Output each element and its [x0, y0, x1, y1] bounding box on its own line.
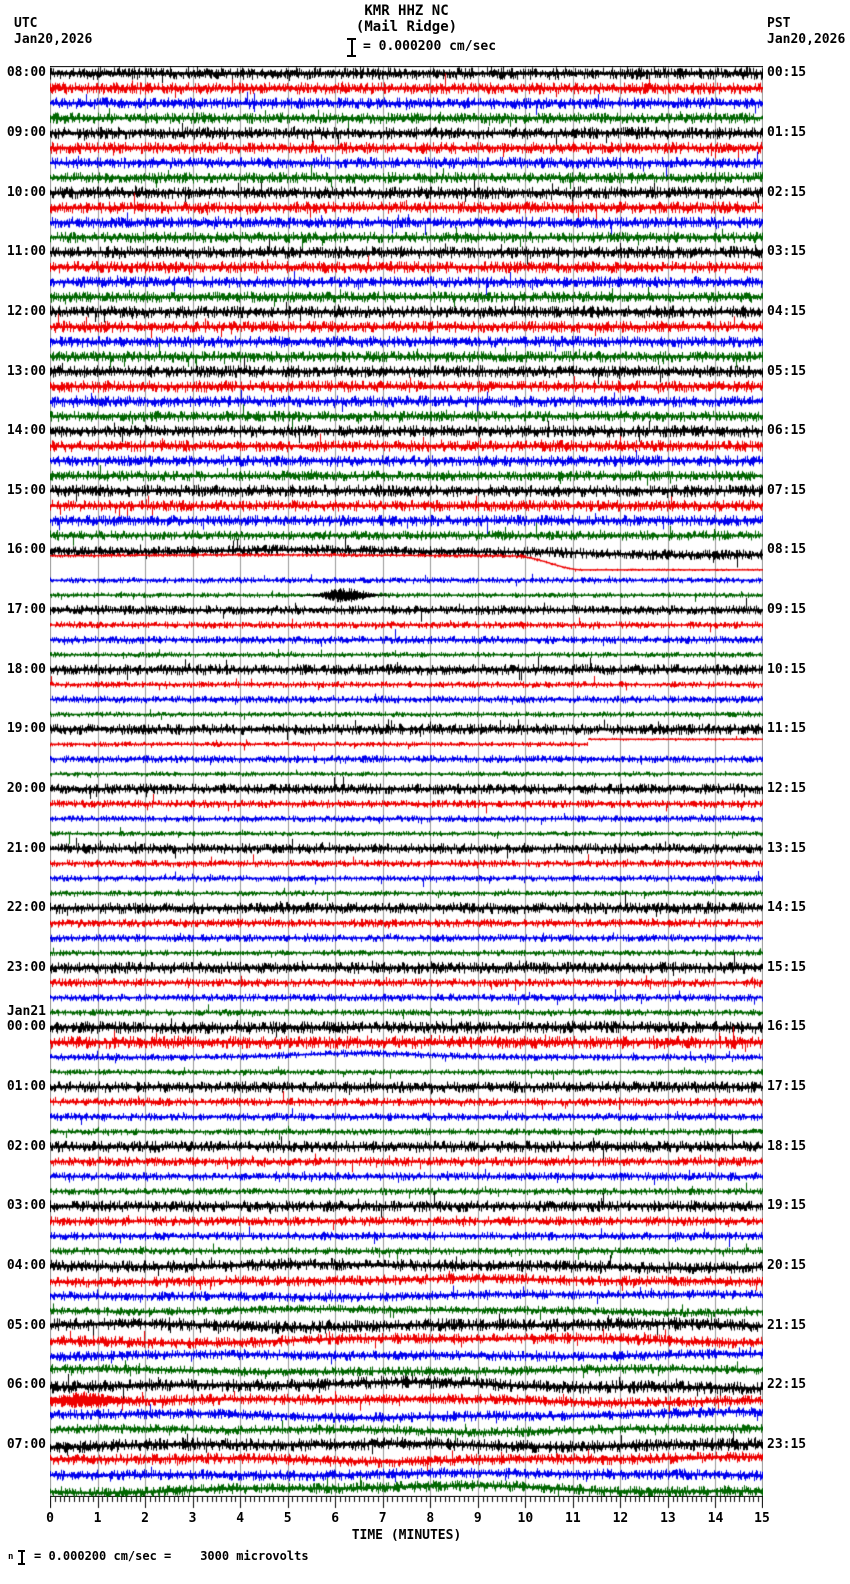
pst-hour-label: 09:15 — [767, 602, 807, 618]
footer-prefix: n — [8, 1552, 14, 1562]
pst-hour-label: 18:15 — [767, 1138, 807, 1154]
pst-hour-label: 06:15 — [767, 423, 807, 439]
pst-hour-label: 12:15 — [767, 780, 807, 796]
utc-hour-label: 03:00 — [6, 1198, 46, 1214]
date-break-label: Jan21 — [6, 1004, 46, 1020]
left-timezone: UTC — [14, 16, 38, 31]
scale-label: = 0.000200 cm/sec — [363, 39, 497, 54]
footer-scale-value: = 0.000200 cm/sec = — [34, 1549, 172, 1563]
x-axis-tick-label: 10 — [517, 1511, 534, 1526]
utc-hour-label: 10:00 — [6, 184, 46, 200]
utc-hour-label: 14:00 — [6, 423, 46, 439]
x-axis-ticks — [50, 1497, 763, 1511]
x-axis-tick-label: 11 — [565, 1511, 581, 1526]
pst-hour-label: 10:15 — [767, 661, 807, 677]
utc-hour-label: 01:00 — [6, 1079, 46, 1095]
utc-hour-label: 17:00 — [6, 602, 46, 618]
x-axis-title: TIME (MINUTES) — [351, 1528, 462, 1543]
utc-hour-label: 06:00 — [6, 1377, 46, 1393]
pst-hour-label: 11:15 — [767, 721, 807, 737]
footer-gap — [171, 1549, 200, 1563]
pst-hour-label: 19:15 — [767, 1198, 807, 1214]
right-timezone: PST — [767, 16, 791, 31]
pst-hour-label: 04:15 — [767, 303, 807, 319]
utc-hour-label: 18:00 — [6, 661, 46, 677]
pst-hour-label: 02:15 — [767, 184, 807, 200]
pst-hour-label: 08:15 — [767, 542, 807, 558]
utc-hour-label: 05:00 — [6, 1317, 46, 1333]
x-axis-tick-label: 9 — [473, 1511, 482, 1526]
pst-hour-label: 13:15 — [767, 840, 807, 856]
x-axis-tick-label: 1 — [93, 1511, 102, 1526]
x-axis-tick-label: 5 — [283, 1511, 292, 1526]
pst-hour-label: 07:15 — [767, 482, 807, 498]
footer-scale-bar-icon — [18, 1547, 25, 1566]
x-axis-tick-label: 13 — [660, 1511, 676, 1526]
utc-hour-label: 07:00 — [6, 1436, 46, 1452]
x-axis-tick-label: 3 — [188, 1511, 197, 1526]
pst-hour-label: 21:15 — [767, 1317, 807, 1333]
pst-hour-label: 17:15 — [767, 1079, 807, 1095]
utc-hour-label: 08:00 — [6, 65, 46, 81]
x-axis-tick-label: 15 — [754, 1511, 770, 1526]
x-axis-tick-label: 8 — [426, 1511, 435, 1526]
footer-equiv-value: 3000 microvolts — [200, 1549, 309, 1563]
utc-hour-label: 20:00 — [6, 780, 46, 796]
utc-hour-label: 15:00 — [6, 482, 46, 498]
x-axis-tick-label: 2 — [141, 1511, 149, 1526]
x-axis-tick-label: 7 — [378, 1511, 387, 1526]
right-date: Jan20,2026 — [767, 32, 846, 47]
utc-hour-label: 04:00 — [6, 1257, 46, 1273]
page-title: KMR HHZ NC — [364, 3, 449, 19]
pst-hour-label: 20:15 — [767, 1257, 807, 1273]
utc-hour-label: 13:00 — [6, 363, 46, 379]
left-date: Jan20,2026 — [14, 32, 93, 47]
x-axis-tick-label: 4 — [236, 1511, 245, 1526]
utc-hour-label: 09:00 — [6, 125, 46, 141]
pst-hour-label: 15:15 — [767, 959, 807, 975]
utc-hour-label: 19:00 — [6, 721, 46, 737]
utc-hour-label: 00:00 — [6, 1019, 46, 1035]
helicorder-traces — [50, 66, 763, 1497]
footer-scale-text — [34, 1549, 309, 1563]
page-subtitle: (Mail Ridge) — [355, 19, 458, 35]
pst-hour-label: 05:15 — [767, 363, 807, 379]
utc-hour-label: 21:00 — [6, 840, 46, 856]
x-axis-tick-label: 14 — [707, 1511, 724, 1526]
utc-hour-label: 11:00 — [6, 244, 46, 260]
utc-hour-label: 23:00 — [6, 959, 46, 975]
pst-hour-label: 16:15 — [767, 1019, 807, 1035]
utc-hour-label: 02:00 — [6, 1138, 46, 1154]
utc-hour-label: 22:00 — [6, 900, 46, 916]
pst-hour-label: 22:15 — [767, 1377, 807, 1393]
scale-bar-icon — [347, 37, 356, 57]
x-axis-tick-label: 6 — [331, 1511, 340, 1526]
pst-hour-label: 01:15 — [767, 125, 807, 141]
pst-hour-label: 23:15 — [767, 1436, 807, 1452]
pst-hour-label: 00:15 — [767, 65, 807, 81]
pst-hour-label: 14:15 — [767, 900, 807, 916]
utc-hour-label: 12:00 — [6, 303, 46, 319]
utc-hour-label: 16:00 — [6, 542, 46, 558]
x-axis-tick-label: 12 — [612, 1511, 629, 1526]
x-axis-tick-label: 0 — [46, 1511, 54, 1526]
pst-hour-label: 03:15 — [767, 244, 807, 260]
